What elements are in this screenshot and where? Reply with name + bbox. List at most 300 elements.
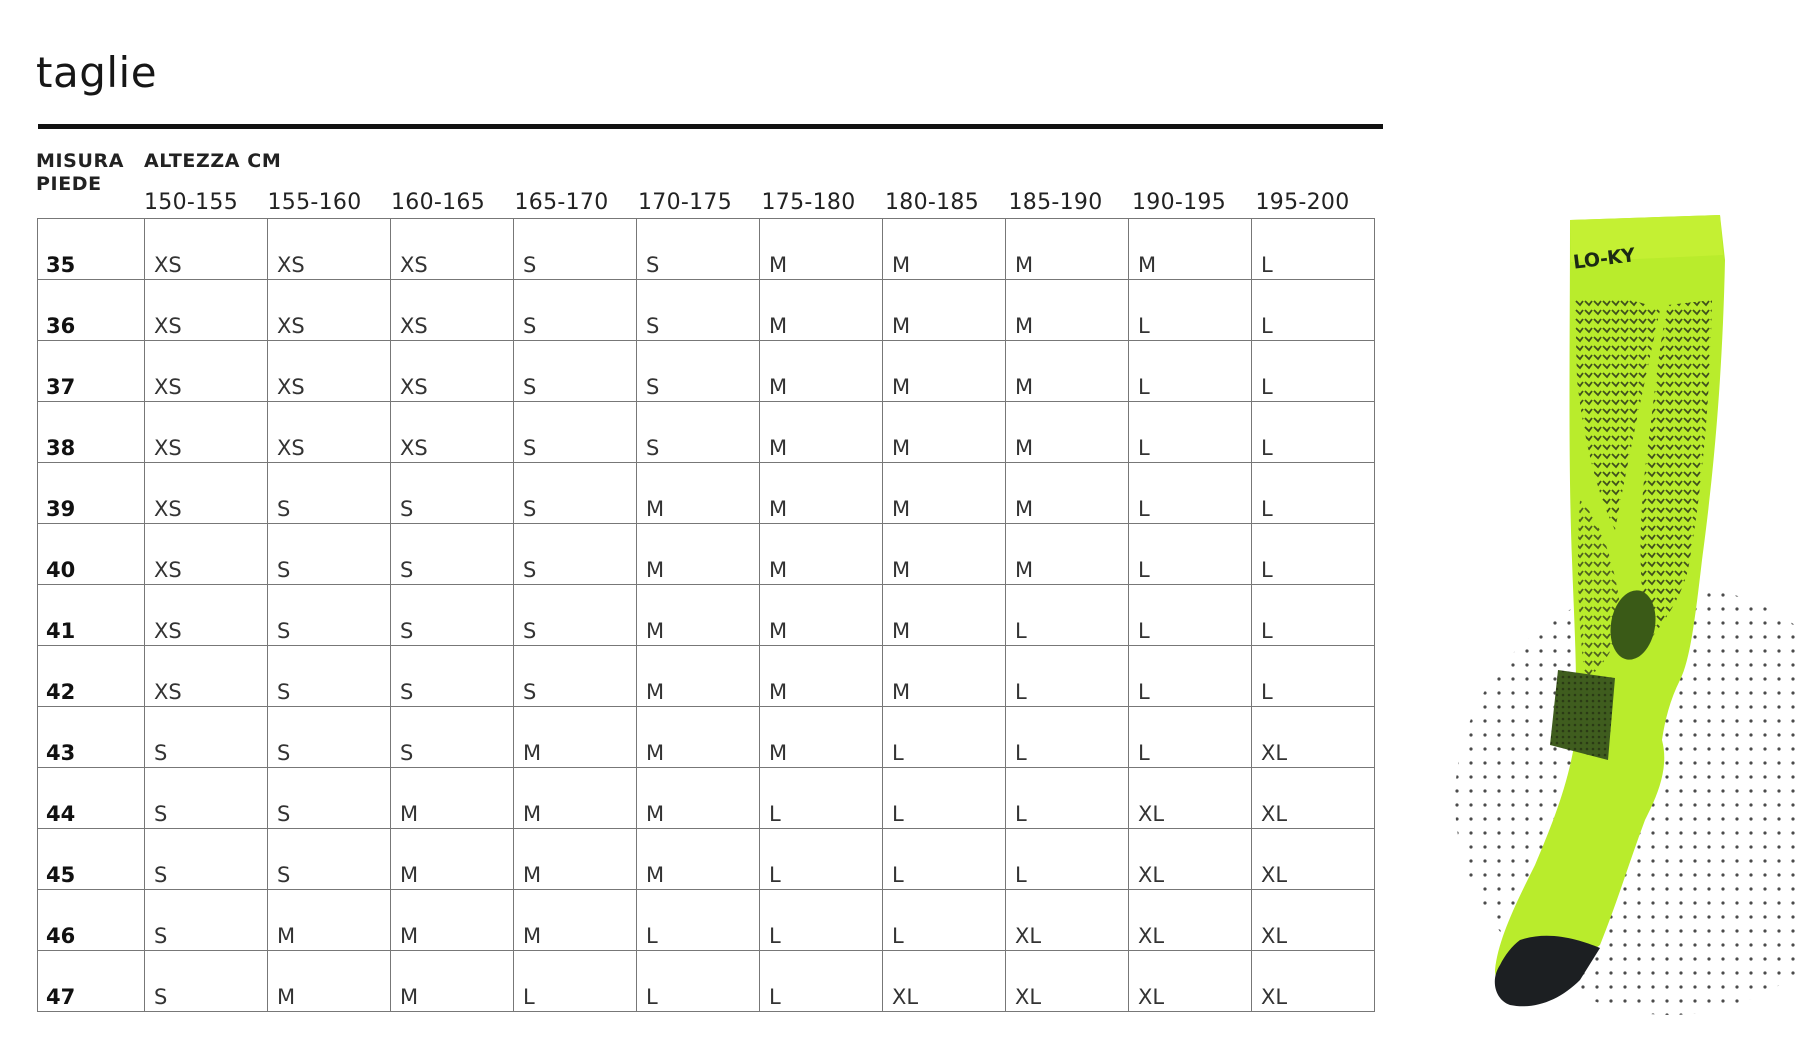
size-cell bbox=[883, 219, 1006, 280]
table-row bbox=[38, 524, 1375, 585]
size-value: S bbox=[277, 741, 291, 765]
size-cell bbox=[1006, 524, 1129, 585]
size-value: S bbox=[400, 497, 414, 521]
size-value: S bbox=[154, 985, 168, 1009]
size-cell bbox=[760, 707, 883, 768]
size-cell bbox=[1006, 280, 1129, 341]
foot-size-value: 43 bbox=[46, 741, 76, 765]
size-value: XL bbox=[1261, 985, 1288, 1009]
size-cell bbox=[883, 768, 1006, 829]
size-value: L bbox=[1015, 680, 1027, 704]
foot-size-cell bbox=[38, 829, 145, 890]
size-cell bbox=[1006, 341, 1129, 402]
size-value: M bbox=[400, 863, 419, 887]
foot-size-cell bbox=[38, 341, 145, 402]
size-value: M bbox=[892, 680, 911, 704]
foot-size-value: 35 bbox=[46, 253, 76, 277]
size-cell bbox=[391, 890, 514, 951]
size-cell bbox=[514, 463, 637, 524]
size-value: L bbox=[1138, 741, 1150, 765]
size-cell bbox=[1129, 707, 1252, 768]
size-cell bbox=[268, 341, 391, 402]
compression-sock-image bbox=[1440, 200, 1800, 1040]
size-value: M bbox=[892, 253, 911, 277]
size-cell bbox=[1252, 585, 1375, 646]
foot-size-cell bbox=[38, 646, 145, 707]
size-value: L bbox=[892, 802, 904, 826]
size-cell bbox=[514, 890, 637, 951]
size-value: M bbox=[646, 741, 665, 765]
size-cell bbox=[1252, 768, 1375, 829]
size-cell bbox=[268, 524, 391, 585]
size-value: M bbox=[523, 741, 542, 765]
table-row bbox=[38, 829, 1375, 890]
size-value: M bbox=[400, 802, 419, 826]
size-value: M bbox=[1015, 558, 1034, 582]
table-row bbox=[38, 951, 1375, 1012]
size-cell bbox=[268, 463, 391, 524]
size-cell bbox=[145, 890, 268, 951]
size-cell bbox=[1006, 219, 1129, 280]
size-cell bbox=[268, 951, 391, 1012]
size-value: S bbox=[400, 741, 414, 765]
foot-size-value: 39 bbox=[46, 497, 76, 521]
size-cell bbox=[760, 219, 883, 280]
size-value: M bbox=[1015, 253, 1034, 277]
table-row bbox=[38, 219, 1375, 280]
size-value: L bbox=[892, 863, 904, 887]
size-value: M bbox=[277, 985, 296, 1009]
size-cell bbox=[514, 280, 637, 341]
table-row bbox=[38, 341, 1375, 402]
size-cell bbox=[514, 219, 637, 280]
size-cell bbox=[1006, 463, 1129, 524]
size-value: L bbox=[1261, 619, 1273, 643]
size-cell bbox=[145, 280, 268, 341]
size-value: M bbox=[1015, 314, 1034, 338]
size-cell bbox=[145, 707, 268, 768]
size-cell bbox=[1006, 768, 1129, 829]
size-value: M bbox=[646, 497, 665, 521]
size-cell bbox=[760, 402, 883, 463]
size-value: S bbox=[277, 558, 291, 582]
size-cell bbox=[1129, 341, 1252, 402]
size-cell bbox=[1006, 951, 1129, 1012]
size-value: M bbox=[769, 619, 788, 643]
size-value: XS bbox=[277, 314, 305, 338]
size-value: L bbox=[1015, 741, 1027, 765]
size-value: S bbox=[523, 558, 537, 582]
size-value: M bbox=[400, 985, 419, 1009]
size-cell bbox=[391, 402, 514, 463]
size-value: M bbox=[1015, 436, 1034, 460]
size-value: S bbox=[154, 802, 168, 826]
size-cell bbox=[145, 768, 268, 829]
size-cell bbox=[637, 829, 760, 890]
size-cell bbox=[391, 829, 514, 890]
foot-size-value: 36 bbox=[46, 314, 76, 338]
size-value: S bbox=[400, 558, 414, 582]
size-value: XL bbox=[1138, 802, 1165, 826]
size-value: S bbox=[646, 375, 660, 399]
foot-size-cell bbox=[38, 585, 145, 646]
size-value: S bbox=[523, 436, 537, 460]
size-cell bbox=[1252, 280, 1375, 341]
size-value: S bbox=[523, 497, 537, 521]
size-value: M bbox=[892, 314, 911, 338]
size-value: L bbox=[892, 741, 904, 765]
height-range-header: 165-170 bbox=[514, 190, 609, 215]
size-value: XS bbox=[154, 680, 182, 704]
size-cell bbox=[1129, 402, 1252, 463]
size-value: XS bbox=[400, 436, 428, 460]
foot-size-cell bbox=[38, 402, 145, 463]
size-cell bbox=[514, 585, 637, 646]
size-value: XS bbox=[154, 436, 182, 460]
size-cell bbox=[637, 585, 760, 646]
size-cell bbox=[637, 646, 760, 707]
size-value: XL bbox=[892, 985, 919, 1009]
size-cell bbox=[1129, 280, 1252, 341]
size-cell bbox=[760, 524, 883, 585]
size-chart-table bbox=[37, 218, 1375, 1012]
size-cell bbox=[1129, 646, 1252, 707]
size-value: XL bbox=[1261, 863, 1288, 887]
size-value: XS bbox=[400, 314, 428, 338]
table-row bbox=[38, 707, 1375, 768]
size-cell bbox=[1129, 524, 1252, 585]
size-value: L bbox=[1138, 436, 1150, 460]
size-cell bbox=[637, 219, 760, 280]
size-value: M bbox=[646, 558, 665, 582]
size-cell bbox=[1252, 890, 1375, 951]
size-cell bbox=[145, 524, 268, 585]
size-cell bbox=[637, 402, 760, 463]
table-row bbox=[38, 768, 1375, 829]
size-cell bbox=[883, 829, 1006, 890]
table-row bbox=[38, 890, 1375, 951]
size-cell bbox=[145, 951, 268, 1012]
size-value: L bbox=[1261, 497, 1273, 521]
size-value: M bbox=[892, 558, 911, 582]
size-value: XS bbox=[277, 436, 305, 460]
size-value: XS bbox=[154, 314, 182, 338]
size-cell bbox=[1252, 707, 1375, 768]
size-cell bbox=[883, 707, 1006, 768]
size-cell bbox=[1252, 646, 1375, 707]
size-cell bbox=[514, 646, 637, 707]
size-cell bbox=[637, 768, 760, 829]
size-value: L bbox=[1138, 619, 1150, 643]
size-value: L bbox=[646, 924, 658, 948]
size-cell bbox=[1129, 463, 1252, 524]
height-range-header: 150-155 bbox=[144, 190, 239, 215]
size-cell bbox=[883, 646, 1006, 707]
size-value: M bbox=[892, 619, 911, 643]
size-value: M bbox=[892, 436, 911, 460]
size-value: S bbox=[523, 314, 537, 338]
size-value: L bbox=[1261, 558, 1273, 582]
size-value: S bbox=[646, 436, 660, 460]
size-cell bbox=[391, 341, 514, 402]
size-value: L bbox=[1138, 680, 1150, 704]
size-value: L bbox=[1138, 314, 1150, 338]
size-value: M bbox=[769, 375, 788, 399]
foot-size-cell bbox=[38, 219, 145, 280]
size-value: S bbox=[523, 680, 537, 704]
height-header: ALTEZZA CM bbox=[144, 150, 282, 172]
size-value: M bbox=[523, 802, 542, 826]
size-cell bbox=[1129, 829, 1252, 890]
size-value: M bbox=[646, 680, 665, 704]
size-value: S bbox=[277, 619, 291, 643]
size-cell bbox=[1252, 463, 1375, 524]
size-cell bbox=[883, 463, 1006, 524]
size-value: XS bbox=[154, 375, 182, 399]
size-value: XL bbox=[1261, 802, 1288, 826]
size-value: S bbox=[277, 802, 291, 826]
height-range-header: 195-200 bbox=[1255, 190, 1350, 215]
size-value: XL bbox=[1015, 985, 1042, 1009]
size-cell bbox=[391, 524, 514, 585]
size-cell bbox=[514, 951, 637, 1012]
size-value: L bbox=[769, 863, 781, 887]
size-value: M bbox=[646, 619, 665, 643]
size-value: M bbox=[646, 802, 665, 826]
size-cell bbox=[514, 829, 637, 890]
size-value: M bbox=[1015, 375, 1034, 399]
size-value: XS bbox=[400, 253, 428, 277]
size-cell bbox=[391, 219, 514, 280]
size-value: S bbox=[277, 497, 291, 521]
foot-size-cell bbox=[38, 951, 145, 1012]
size-value: XL bbox=[1261, 924, 1288, 948]
foot-size-value: 40 bbox=[46, 558, 76, 582]
size-value: L bbox=[892, 924, 904, 948]
size-cell bbox=[637, 524, 760, 585]
foot-size-value: 45 bbox=[46, 863, 76, 887]
size-value: M bbox=[769, 680, 788, 704]
size-cell bbox=[883, 341, 1006, 402]
height-range-header: 160-165 bbox=[391, 190, 486, 215]
size-cell bbox=[883, 524, 1006, 585]
size-value: L bbox=[769, 924, 781, 948]
size-cell bbox=[268, 646, 391, 707]
foot-size-value: 38 bbox=[46, 436, 76, 460]
size-cell bbox=[1129, 219, 1252, 280]
size-cell bbox=[760, 768, 883, 829]
size-cell bbox=[391, 646, 514, 707]
size-cell bbox=[514, 341, 637, 402]
foot-size-cell bbox=[38, 707, 145, 768]
size-cell bbox=[883, 280, 1006, 341]
size-cell bbox=[391, 707, 514, 768]
table-row bbox=[38, 646, 1375, 707]
size-value: L bbox=[1015, 619, 1027, 643]
size-value: XL bbox=[1261, 741, 1288, 765]
size-cell bbox=[268, 707, 391, 768]
size-cell bbox=[145, 646, 268, 707]
size-cell bbox=[760, 585, 883, 646]
size-value: M bbox=[892, 375, 911, 399]
size-value: M bbox=[523, 924, 542, 948]
size-value: S bbox=[400, 680, 414, 704]
size-value: L bbox=[1138, 497, 1150, 521]
size-value: XS bbox=[154, 253, 182, 277]
size-cell bbox=[145, 585, 268, 646]
size-cell bbox=[637, 707, 760, 768]
foot-size-value: 41 bbox=[46, 619, 76, 643]
size-cell bbox=[268, 280, 391, 341]
size-cell bbox=[1006, 585, 1129, 646]
size-cell bbox=[391, 951, 514, 1012]
size-value: XL bbox=[1138, 924, 1165, 948]
foot-size-value: 47 bbox=[46, 985, 76, 1009]
height-range-header: 185-190 bbox=[1008, 190, 1103, 215]
size-cell bbox=[145, 219, 268, 280]
size-value: M bbox=[277, 924, 296, 948]
size-cell bbox=[1006, 707, 1129, 768]
size-cell bbox=[760, 890, 883, 951]
size-cell bbox=[391, 463, 514, 524]
size-value: M bbox=[769, 253, 788, 277]
size-value: XS bbox=[277, 375, 305, 399]
size-value: L bbox=[1261, 436, 1273, 460]
size-cell bbox=[1252, 951, 1375, 1012]
size-value: XL bbox=[1138, 863, 1165, 887]
size-cell bbox=[1252, 219, 1375, 280]
table-row bbox=[38, 585, 1375, 646]
brand-logo: LO-KY bbox=[1571, 244, 1636, 274]
size-value: S bbox=[277, 680, 291, 704]
size-value: S bbox=[154, 863, 168, 887]
size-value: S bbox=[154, 924, 168, 948]
size-value: M bbox=[523, 863, 542, 887]
size-cell bbox=[268, 890, 391, 951]
size-value: XL bbox=[1138, 985, 1165, 1009]
size-cell bbox=[637, 951, 760, 1012]
size-value: XL bbox=[1015, 924, 1042, 948]
foot-size-cell bbox=[38, 280, 145, 341]
size-value: L bbox=[1261, 375, 1273, 399]
size-cell bbox=[145, 463, 268, 524]
height-range-header: 155-160 bbox=[267, 190, 362, 215]
size-value: S bbox=[400, 619, 414, 643]
foot-size-value: 42 bbox=[46, 680, 76, 704]
size-value: M bbox=[769, 741, 788, 765]
foot-size-value: 37 bbox=[46, 375, 76, 399]
size-cell bbox=[760, 829, 883, 890]
size-cell bbox=[883, 585, 1006, 646]
size-cell bbox=[145, 829, 268, 890]
size-value: XS bbox=[154, 619, 182, 643]
size-cell bbox=[637, 463, 760, 524]
size-value: L bbox=[1138, 558, 1150, 582]
size-value: M bbox=[769, 314, 788, 338]
size-value: M bbox=[769, 497, 788, 521]
size-value: M bbox=[769, 436, 788, 460]
size-value: XS bbox=[400, 375, 428, 399]
foot-size-cell bbox=[38, 890, 145, 951]
size-value: L bbox=[1138, 375, 1150, 399]
height-range-header: 190-195 bbox=[1132, 190, 1227, 215]
size-value: L bbox=[523, 985, 535, 1009]
size-cell bbox=[637, 280, 760, 341]
table-row bbox=[38, 463, 1375, 524]
size-cell bbox=[1129, 585, 1252, 646]
size-value: M bbox=[646, 863, 665, 887]
size-cell bbox=[1006, 829, 1129, 890]
size-cell bbox=[268, 768, 391, 829]
size-cell bbox=[268, 585, 391, 646]
size-cell bbox=[760, 646, 883, 707]
table-row bbox=[38, 280, 1375, 341]
size-cell bbox=[391, 768, 514, 829]
size-cell bbox=[1129, 768, 1252, 829]
page-title: taglie bbox=[36, 48, 158, 97]
size-cell bbox=[760, 951, 883, 1012]
size-cell bbox=[1252, 402, 1375, 463]
foot-size-cell bbox=[38, 524, 145, 585]
size-value: S bbox=[523, 375, 537, 399]
size-cell bbox=[1129, 951, 1252, 1012]
size-cell bbox=[268, 829, 391, 890]
size-value: L bbox=[1015, 802, 1027, 826]
title-divider bbox=[38, 124, 1383, 129]
foot-size-value: 46 bbox=[46, 924, 76, 948]
size-cell bbox=[514, 707, 637, 768]
size-value: S bbox=[523, 619, 537, 643]
size-cell bbox=[1006, 402, 1129, 463]
size-value: L bbox=[646, 985, 658, 1009]
size-value: M bbox=[1015, 497, 1034, 521]
size-cell bbox=[514, 768, 637, 829]
size-cell bbox=[268, 219, 391, 280]
size-cell bbox=[760, 341, 883, 402]
size-cell bbox=[1129, 890, 1252, 951]
size-cell bbox=[145, 402, 268, 463]
size-cell bbox=[637, 341, 760, 402]
height-range-header: 180-185 bbox=[885, 190, 980, 215]
size-cell bbox=[1252, 524, 1375, 585]
size-value: L bbox=[1261, 680, 1273, 704]
size-cell bbox=[883, 951, 1006, 1012]
size-value: M bbox=[400, 924, 419, 948]
size-value: S bbox=[646, 253, 660, 277]
size-cell bbox=[514, 524, 637, 585]
size-cell bbox=[760, 463, 883, 524]
size-cell bbox=[268, 402, 391, 463]
size-value: S bbox=[523, 253, 537, 277]
size-value: L bbox=[769, 985, 781, 1009]
size-value: L bbox=[1261, 253, 1273, 277]
size-cell bbox=[1006, 890, 1129, 951]
size-cell bbox=[391, 280, 514, 341]
size-value: M bbox=[892, 497, 911, 521]
size-value: S bbox=[277, 863, 291, 887]
foot-size-cell bbox=[38, 768, 145, 829]
size-cell bbox=[1006, 646, 1129, 707]
size-value: XS bbox=[154, 558, 182, 582]
foot-size-cell bbox=[38, 463, 145, 524]
size-value: M bbox=[1138, 253, 1157, 277]
size-value: S bbox=[154, 741, 168, 765]
size-cell bbox=[883, 402, 1006, 463]
size-cell bbox=[1252, 341, 1375, 402]
size-value: L bbox=[1261, 314, 1273, 338]
foot-size-value: 44 bbox=[46, 802, 76, 826]
size-cell bbox=[760, 280, 883, 341]
